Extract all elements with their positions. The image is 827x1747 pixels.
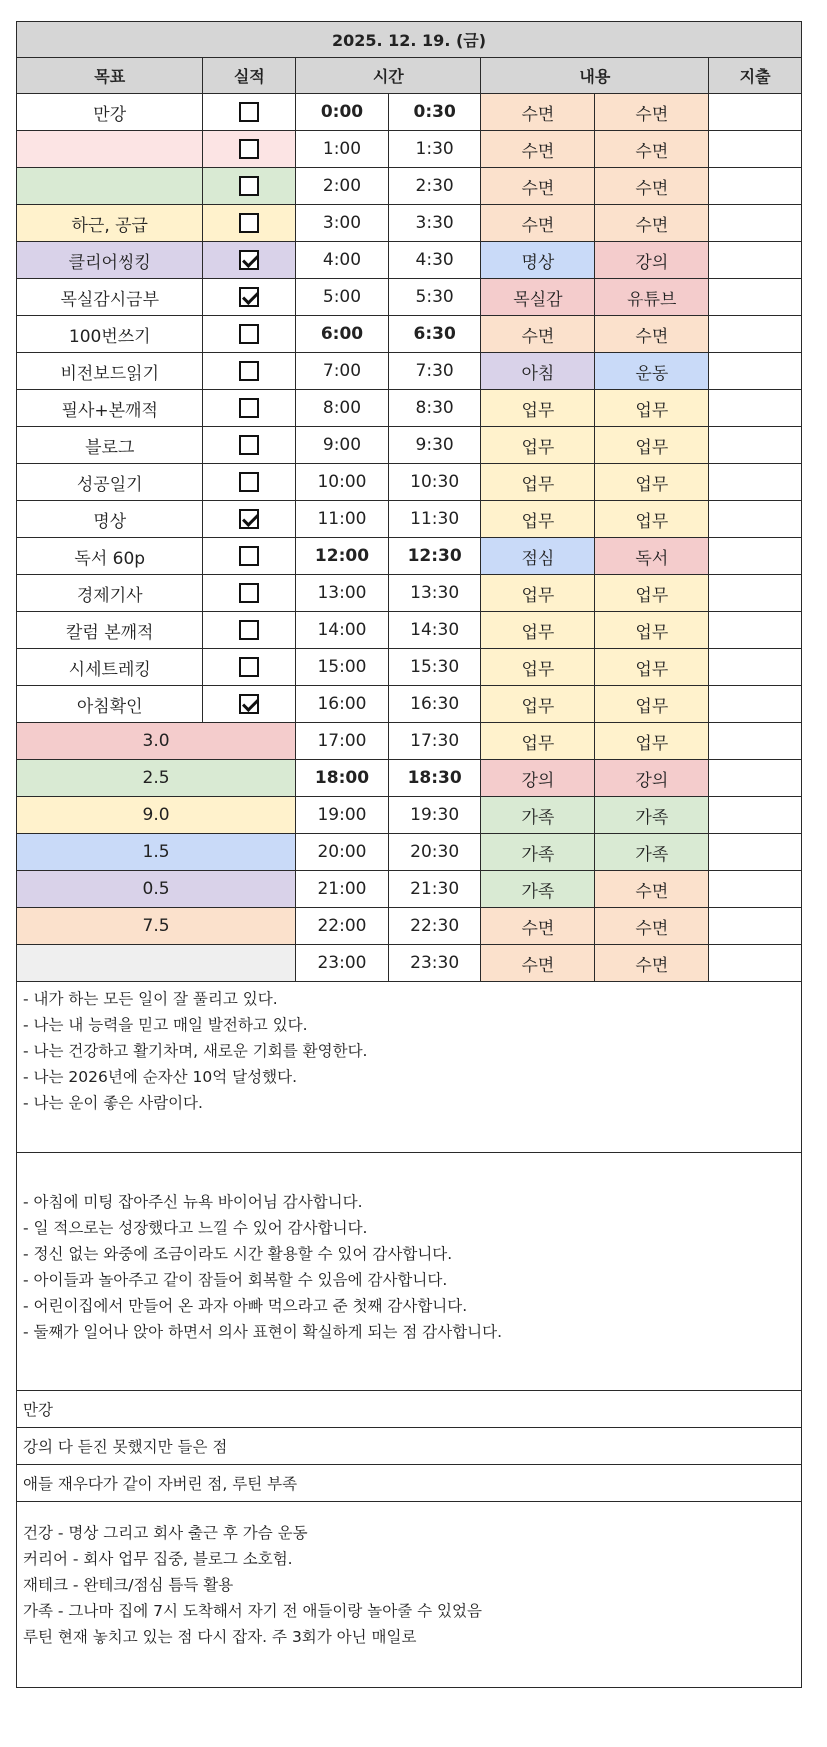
content-cell[interactable]: 수면 xyxy=(595,205,709,242)
schedule-row xyxy=(17,723,802,760)
content-cell[interactable]: 업무 xyxy=(595,686,709,723)
content-cell[interactable]: 명상 xyxy=(481,242,595,279)
affirmation-line: - 나는 건강하고 활기차며, 새로운 기회를 환영한다. xyxy=(23,1042,368,1060)
time-end: 21:30 xyxy=(388,871,481,908)
expense-cell[interactable] xyxy=(709,612,802,649)
time-end: 22:30 xyxy=(388,908,481,945)
checkbox-checked[interactable] xyxy=(239,694,259,714)
gratitude-line: - 일 적으로는 성장했다고 느낄 수 있어 감사합니다. xyxy=(23,1219,368,1237)
time-end: 15:30 xyxy=(388,649,481,686)
checkbox-unchecked[interactable] xyxy=(239,398,259,418)
time-start: 6:00 xyxy=(296,316,389,353)
time-start: 0:00 xyxy=(296,94,389,131)
content-cell[interactable]: 수면 xyxy=(595,131,709,168)
time-start: 21:00 xyxy=(296,871,389,908)
expense-cell[interactable] xyxy=(709,168,802,205)
content-cell[interactable]: 업무 xyxy=(595,501,709,538)
expense-cell[interactable] xyxy=(709,131,802,168)
time-end: 18:30 xyxy=(388,760,481,797)
goal-cell[interactable]: 블로그 xyxy=(17,427,203,464)
content-cell[interactable]: 수면 xyxy=(481,316,595,353)
check-cell xyxy=(203,427,296,464)
time-end: 6:30 xyxy=(388,316,481,353)
expense-cell[interactable] xyxy=(709,353,802,390)
content-cell[interactable]: 업무 xyxy=(595,649,709,686)
expense-cell[interactable] xyxy=(709,945,802,982)
time-end: 17:30 xyxy=(388,723,481,760)
time-end: 9:30 xyxy=(388,427,481,464)
goal-cell[interactable]: 아침확인 xyxy=(17,686,203,723)
schedule-row xyxy=(17,612,802,649)
content-cell[interactable]: 수면 xyxy=(481,908,595,945)
schedule-row xyxy=(17,945,802,982)
schedule-row xyxy=(17,279,802,316)
check-cell xyxy=(203,205,296,242)
check-cell xyxy=(203,464,296,501)
time-start: 15:00 xyxy=(296,649,389,686)
expense-cell[interactable] xyxy=(709,797,802,834)
check-cell xyxy=(203,279,296,316)
plan-line: 가족 - 그나마 집에 7시 도착해서 자기 전 애들이랑 놀아줄 수 있었음 xyxy=(23,1602,482,1620)
expense-cell[interactable] xyxy=(709,760,802,797)
schedule-row xyxy=(17,427,802,464)
time-start: 3:00 xyxy=(296,205,389,242)
gratitude-cell[interactable] xyxy=(17,1153,802,1391)
header-done: 실적 xyxy=(203,58,296,94)
expense-cell[interactable] xyxy=(709,723,802,760)
time-start: 5:00 xyxy=(296,279,389,316)
schedule-row xyxy=(17,501,802,538)
check-cell xyxy=(203,390,296,427)
header-expense: 지출 xyxy=(709,58,802,94)
goal-cell[interactable]: 경제기사 xyxy=(17,575,203,612)
schedule-row xyxy=(17,649,802,686)
goal-cell[interactable]: 2.5 xyxy=(17,760,296,797)
schedule-row xyxy=(17,205,802,242)
goal-cell[interactable]: 비전보드읽기 xyxy=(17,353,203,390)
checkbox-unchecked[interactable] xyxy=(239,620,259,640)
gratitude-line: - 아이들과 놀아주고 같이 잠들어 회복할 수 있음에 감사합니다. xyxy=(23,1271,448,1289)
time-start: 1:00 xyxy=(296,131,389,168)
content-cell[interactable]: 유튜브 xyxy=(595,279,709,316)
date-title: 2025. 12. 19. (금) xyxy=(17,22,802,58)
content-cell[interactable]: 업무 xyxy=(481,686,595,723)
content-cell[interactable]: 업무 xyxy=(595,575,709,612)
goal-cell[interactable]: 목실감시금부 xyxy=(17,279,203,316)
checkbox-unchecked[interactable] xyxy=(239,583,259,603)
schedule-row xyxy=(17,316,802,353)
goal-cell[interactable]: 필사+본깨적 xyxy=(17,390,203,427)
schedule-row xyxy=(17,131,802,168)
goal-cell[interactable]: 클리어씽킹 xyxy=(17,242,203,279)
affirmation-line: - 나는 2026년에 순자산 10억 달성했다. xyxy=(23,1068,298,1086)
checkbox-unchecked[interactable] xyxy=(239,139,259,159)
time-end: 12:30 xyxy=(388,538,481,575)
content-cell[interactable]: 가족 xyxy=(481,797,595,834)
checkbox-unchecked[interactable] xyxy=(239,102,259,122)
checkbox-unchecked[interactable] xyxy=(239,657,259,677)
goal-cell[interactable]: 1.5 xyxy=(17,834,296,871)
time-end: 8:30 xyxy=(388,390,481,427)
time-start: 19:00 xyxy=(296,797,389,834)
time-start: 13:00 xyxy=(296,575,389,612)
time-end: 0:30 xyxy=(388,94,481,131)
expense-cell[interactable] xyxy=(709,94,802,131)
content-cell[interactable]: 수면 xyxy=(595,94,709,131)
content-cell[interactable]: 업무 xyxy=(595,390,709,427)
schedule-row xyxy=(17,538,802,575)
goal-cell[interactable]: 9.0 xyxy=(17,797,296,834)
time-end: 7:30 xyxy=(388,353,481,390)
check-cell xyxy=(203,686,296,723)
check-cell xyxy=(203,538,296,575)
goal-cell[interactable]: 독서 60p xyxy=(17,538,203,575)
checkbox-checked[interactable] xyxy=(239,287,259,307)
goal-cell[interactable]: 7.5 xyxy=(17,908,296,945)
content-cell[interactable]: 업무 xyxy=(481,575,595,612)
content-cell[interactable]: 강의 xyxy=(481,760,595,797)
schedule-row xyxy=(17,390,802,427)
time-start: 4:00 xyxy=(296,242,389,279)
schedule-row xyxy=(17,242,802,279)
time-start: 22:00 xyxy=(296,908,389,945)
schedule-row xyxy=(17,871,802,908)
time-start: 2:00 xyxy=(296,168,389,205)
gratitude-line: - 아침에 미팅 잡아주신 뉴욕 바이어님 감사합니다. xyxy=(23,1193,363,1211)
content-cell[interactable]: 업무 xyxy=(481,390,595,427)
time-end: 23:30 xyxy=(388,945,481,982)
content-cell[interactable]: 업무 xyxy=(481,649,595,686)
goal-cell[interactable]: 성공일기 xyxy=(17,464,203,501)
schedule-row xyxy=(17,168,802,205)
checkbox-unchecked[interactable] xyxy=(239,213,259,233)
time-end: 10:30 xyxy=(388,464,481,501)
plans-list xyxy=(23,1520,795,1650)
schedule-row xyxy=(17,353,802,390)
check-cell xyxy=(203,575,296,612)
plan-line: 건강 - 명상 그리고 회사 출근 후 가슴 운동 xyxy=(23,1524,308,1542)
planner-sheet xyxy=(16,21,802,1688)
check-cell xyxy=(203,501,296,538)
content-cell[interactable]: 독서 xyxy=(595,538,709,575)
expense-cell[interactable] xyxy=(709,834,802,871)
expense-cell[interactable] xyxy=(709,316,802,353)
content-cell[interactable]: 수면 xyxy=(481,205,595,242)
content-cell[interactable]: 수면 xyxy=(595,908,709,945)
check-cell xyxy=(203,168,296,205)
time-end: 11:30 xyxy=(388,501,481,538)
checkbox-unchecked[interactable] xyxy=(239,546,259,566)
goal-cell[interactable]: 명상 xyxy=(17,501,203,538)
check-cell xyxy=(203,131,296,168)
expense-cell[interactable] xyxy=(709,908,802,945)
time-start: 12:00 xyxy=(296,538,389,575)
expense-cell[interactable] xyxy=(709,427,802,464)
plan-line: 루틴 현재 놓치고 있는 점 다시 잡자. 주 3회가 아닌 매일로 xyxy=(23,1628,417,1646)
check-cell xyxy=(203,612,296,649)
time-end: 20:30 xyxy=(388,834,481,871)
expense-cell[interactable] xyxy=(709,871,802,908)
goal-cell[interactable] xyxy=(17,945,296,982)
content-cell[interactable]: 수면 xyxy=(595,168,709,205)
check-cell xyxy=(203,94,296,131)
schedule-table xyxy=(16,21,802,982)
check-cell xyxy=(203,242,296,279)
expense-cell[interactable] xyxy=(709,464,802,501)
goal-cell[interactable]: 시세트레킹 xyxy=(17,649,203,686)
time-end: 3:30 xyxy=(388,205,481,242)
affirmation-line: - 나는 운이 좋은 사람이다. xyxy=(23,1094,203,1112)
expense-cell[interactable] xyxy=(709,205,802,242)
schedule-row xyxy=(17,94,802,131)
time-end: 5:30 xyxy=(388,279,481,316)
time-start: 20:00 xyxy=(296,834,389,871)
content-cell[interactable]: 가족 xyxy=(481,871,595,908)
expense-cell[interactable] xyxy=(709,686,802,723)
content-cell[interactable]: 업무 xyxy=(481,464,595,501)
note-line-2[interactable]: 강의 다 듣진 못했지만 들은 점 xyxy=(17,1428,802,1465)
content-cell[interactable]: 업무 xyxy=(481,612,595,649)
content-cell[interactable]: 목실감 xyxy=(481,279,595,316)
goal-cell[interactable]: 칼럼 본깨적 xyxy=(17,612,203,649)
time-end: 4:30 xyxy=(388,242,481,279)
header-goal: 목표 xyxy=(17,58,203,94)
schedule-row xyxy=(17,464,802,501)
content-cell[interactable]: 업무 xyxy=(595,723,709,760)
content-cell[interactable]: 수면 xyxy=(595,316,709,353)
content-cell[interactable]: 업무 xyxy=(595,612,709,649)
content-cell[interactable]: 수면 xyxy=(595,871,709,908)
affirmation-line: - 내가 하는 모든 일이 잘 풀리고 있다. xyxy=(23,990,278,1008)
content-cell[interactable]: 가족 xyxy=(481,834,595,871)
content-cell[interactable]: 운동 xyxy=(595,353,709,390)
schedule-row xyxy=(17,908,802,945)
content-cell[interactable]: 아침 xyxy=(481,353,595,390)
content-cell[interactable]: 업무 xyxy=(595,427,709,464)
content-cell[interactable]: 가족 xyxy=(595,834,709,871)
expense-cell[interactable] xyxy=(709,279,802,316)
time-start: 23:00 xyxy=(296,945,389,982)
time-start: 18:00 xyxy=(296,760,389,797)
time-end: 2:30 xyxy=(388,168,481,205)
checkbox-unchecked[interactable] xyxy=(239,176,259,196)
expense-cell[interactable] xyxy=(709,501,802,538)
time-end: 14:30 xyxy=(388,612,481,649)
expense-cell[interactable] xyxy=(709,390,802,427)
expense-cell[interactable] xyxy=(709,575,802,612)
check-cell xyxy=(203,649,296,686)
content-cell[interactable]: 강의 xyxy=(595,242,709,279)
gratitude-line: - 정신 없는 와중에 조금이라도 시간 활용할 수 있어 감사합니다. xyxy=(23,1245,453,1263)
content-cell[interactable]: 가족 xyxy=(595,797,709,834)
content-cell[interactable]: 업무 xyxy=(595,464,709,501)
schedule-row xyxy=(17,575,802,612)
time-start: 8:00 xyxy=(296,390,389,427)
header-content: 내용 xyxy=(481,58,709,94)
expense-cell[interactable] xyxy=(709,242,802,279)
header-time: 시간 xyxy=(296,58,481,94)
goal-cell[interactable] xyxy=(17,131,203,168)
check-cell xyxy=(203,353,296,390)
gratitude-line: - 어린이집에서 만들어 온 과자 아빠 먹으라고 준 첫째 감사합니다. xyxy=(23,1297,468,1315)
content-cell[interactable]: 업무 xyxy=(481,427,595,464)
content-cell[interactable]: 수면 xyxy=(481,945,595,982)
checkbox-unchecked[interactable] xyxy=(239,324,259,344)
goal-cell[interactable]: 0.5 xyxy=(17,871,296,908)
checkbox-checked[interactable] xyxy=(239,250,259,270)
time-start: 11:00 xyxy=(296,501,389,538)
time-end: 16:30 xyxy=(388,686,481,723)
affirmations-cell[interactable] xyxy=(17,982,802,1153)
checkbox-checked[interactable] xyxy=(239,509,259,529)
time-end: 13:30 xyxy=(388,575,481,612)
content-cell[interactable]: 강의 xyxy=(595,760,709,797)
goal-cell[interactable] xyxy=(17,168,203,205)
content-cell[interactable]: 수면 xyxy=(481,94,595,131)
checkbox-unchecked[interactable] xyxy=(239,435,259,455)
gratitude-line: - 둘째가 일어나 앉아 하면서 의사 표현이 확실하게 되는 점 감사합니다. xyxy=(23,1323,503,1341)
content-cell[interactable]: 점심 xyxy=(481,538,595,575)
content-cell[interactable]: 수면 xyxy=(595,945,709,982)
schedule-row xyxy=(17,834,802,871)
notes-table xyxy=(16,981,802,1688)
time-start: 16:00 xyxy=(296,686,389,723)
content-cell[interactable]: 업무 xyxy=(481,723,595,760)
time-end: 1:30 xyxy=(388,131,481,168)
affirmations-list xyxy=(23,986,795,1116)
expense-cell[interactable] xyxy=(709,649,802,686)
checkbox-unchecked[interactable] xyxy=(239,361,259,381)
plan-line: 재테크 - 완테크/점심 틈득 활용 xyxy=(23,1576,234,1594)
time-start: 17:00 xyxy=(296,723,389,760)
affirmation-line: - 나는 내 능력을 믿고 매일 발전하고 있다. xyxy=(23,1016,308,1034)
content-cell[interactable]: 수면 xyxy=(481,168,595,205)
goal-cell[interactable]: 하근, 공급 xyxy=(17,205,203,242)
check-cell xyxy=(203,316,296,353)
goal-cell[interactable]: 100번쓰기 xyxy=(17,316,203,353)
goal-cell[interactable]: 3.0 xyxy=(17,723,296,760)
plan-line: 커리어 - 회사 업무 집중, 블로그 소호험. xyxy=(23,1550,293,1568)
time-start: 7:00 xyxy=(296,353,389,390)
goal-cell[interactable]: 만강 xyxy=(17,94,203,131)
content-cell[interactable]: 수면 xyxy=(481,131,595,168)
note-line-3[interactable]: 애들 재우다가 같이 자버린 점, 루틴 부족 xyxy=(17,1465,802,1502)
checkbox-unchecked[interactable] xyxy=(239,472,259,492)
schedule-row xyxy=(17,760,802,797)
time-start: 9:00 xyxy=(296,427,389,464)
schedule-row xyxy=(17,686,802,723)
plans-cell[interactable] xyxy=(17,1502,802,1688)
gratitude-list xyxy=(23,1189,795,1345)
time-end: 19:30 xyxy=(388,797,481,834)
expense-cell[interactable] xyxy=(709,538,802,575)
time-start: 10:00 xyxy=(296,464,389,501)
schedule-row xyxy=(17,797,802,834)
content-cell[interactable]: 업무 xyxy=(481,501,595,538)
time-start: 14:00 xyxy=(296,612,389,649)
note-line-1[interactable]: 만강 xyxy=(17,1391,802,1428)
